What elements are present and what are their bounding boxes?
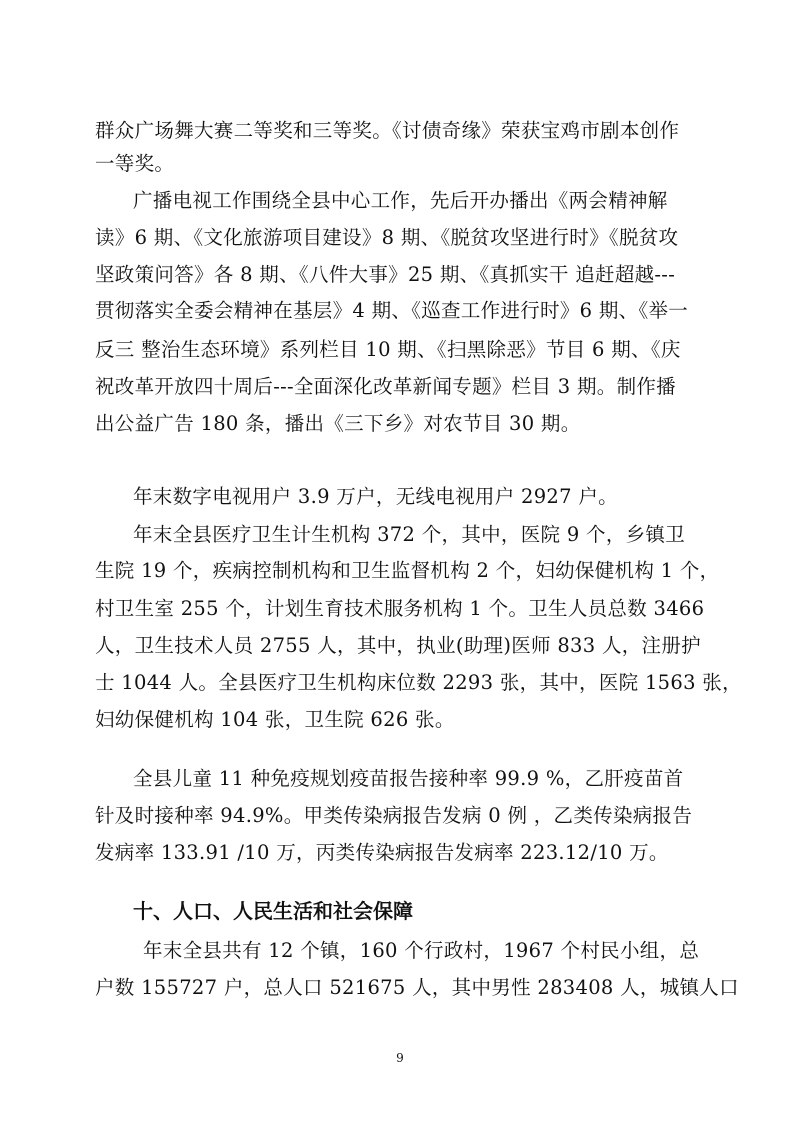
text-line: 贯彻落实全委会精神在基层》4 期、《巡查工作进行时》6 期、《举一 <box>95 299 689 322</box>
text-line: 年末数字电视用户 3.9 万户，无线电视用户 2927 户。 <box>133 485 618 508</box>
text-line: 生院 19 个，疾病控制机构和卫生监督机构 2 个，妇幼保健机构 1 个， <box>95 559 720 582</box>
text-line: 士 1044 人。全县医疗卫生机构床位数 2293 张，其中，医院 1563 张， <box>95 671 742 694</box>
page-number: 9 <box>396 1051 404 1065</box>
text-line: 人，卫生技术人员 2755 人，其中，执业(助理)医师 833 人，注册护 <box>95 634 701 657</box>
text-line: 一等奖。 <box>95 152 175 175</box>
text-line: 坚政策问答》各 8 期、《八件大事》25 期、《真抓实干 追赶超越--- <box>95 263 676 286</box>
text-line: 妇幼保健机构 104 张，卫生院 626 张。 <box>95 708 455 731</box>
text-line: 户数 155727 户，总人口 521675 人，其中男性 283408 人，城镇人口 <box>95 976 739 999</box>
section-heading: 十、人口、人民生活和社会保障 <box>133 899 413 923</box>
text-line: 出公益广告 180 条，播出《三下乡》对农节目 30 期。 <box>95 412 581 435</box>
text-line: 年末全县共有 12 个镇，160 个行政村，1967 个村民小组，总 <box>143 939 700 962</box>
text-line: 针及时接种率 94.9%。甲类传染病报告发病 0 例 ，乙类传染病报告 <box>95 804 693 827</box>
text-line: 村卫生室 255 个，计划生育技术服务机构 1 个。卫生人员总数 3466 <box>95 597 705 620</box>
text-line: 广播电视工作围绕全县中心工作，先后开办播出《两会精神解 <box>133 189 668 212</box>
text-line: 群众广场舞大赛二等奖和三等奖。《讨债奇缘》荣获宝鸡市剧本创作 <box>95 119 680 142</box>
text-line: 发病率 133.91 /10 万，丙类传染病报告发病率 223.12/10 万。 <box>95 841 669 864</box>
text-line: 反三 整治生态环境》系列栏目 10 期、《扫黑除恶》节目 6 期、《庆 <box>95 338 681 361</box>
text-line: 读》6 期、《文化旅游项目建设》8 期、《脱贫攻坚进行时》《脱贫攻 <box>95 226 679 249</box>
text-line: 全县儿童 11 种免疫规划疫苗报告接种率 99.9 %，乙肝疫苗首 <box>133 767 684 790</box>
text-line: 年末全县医疗卫生计生机构 372 个，其中，医院 9 个，乡镇卫 <box>133 523 686 546</box>
text-line: 祝改革开放四十周后---全面深化改革新闻专题》栏目 3 期。制作播 <box>95 375 676 398</box>
